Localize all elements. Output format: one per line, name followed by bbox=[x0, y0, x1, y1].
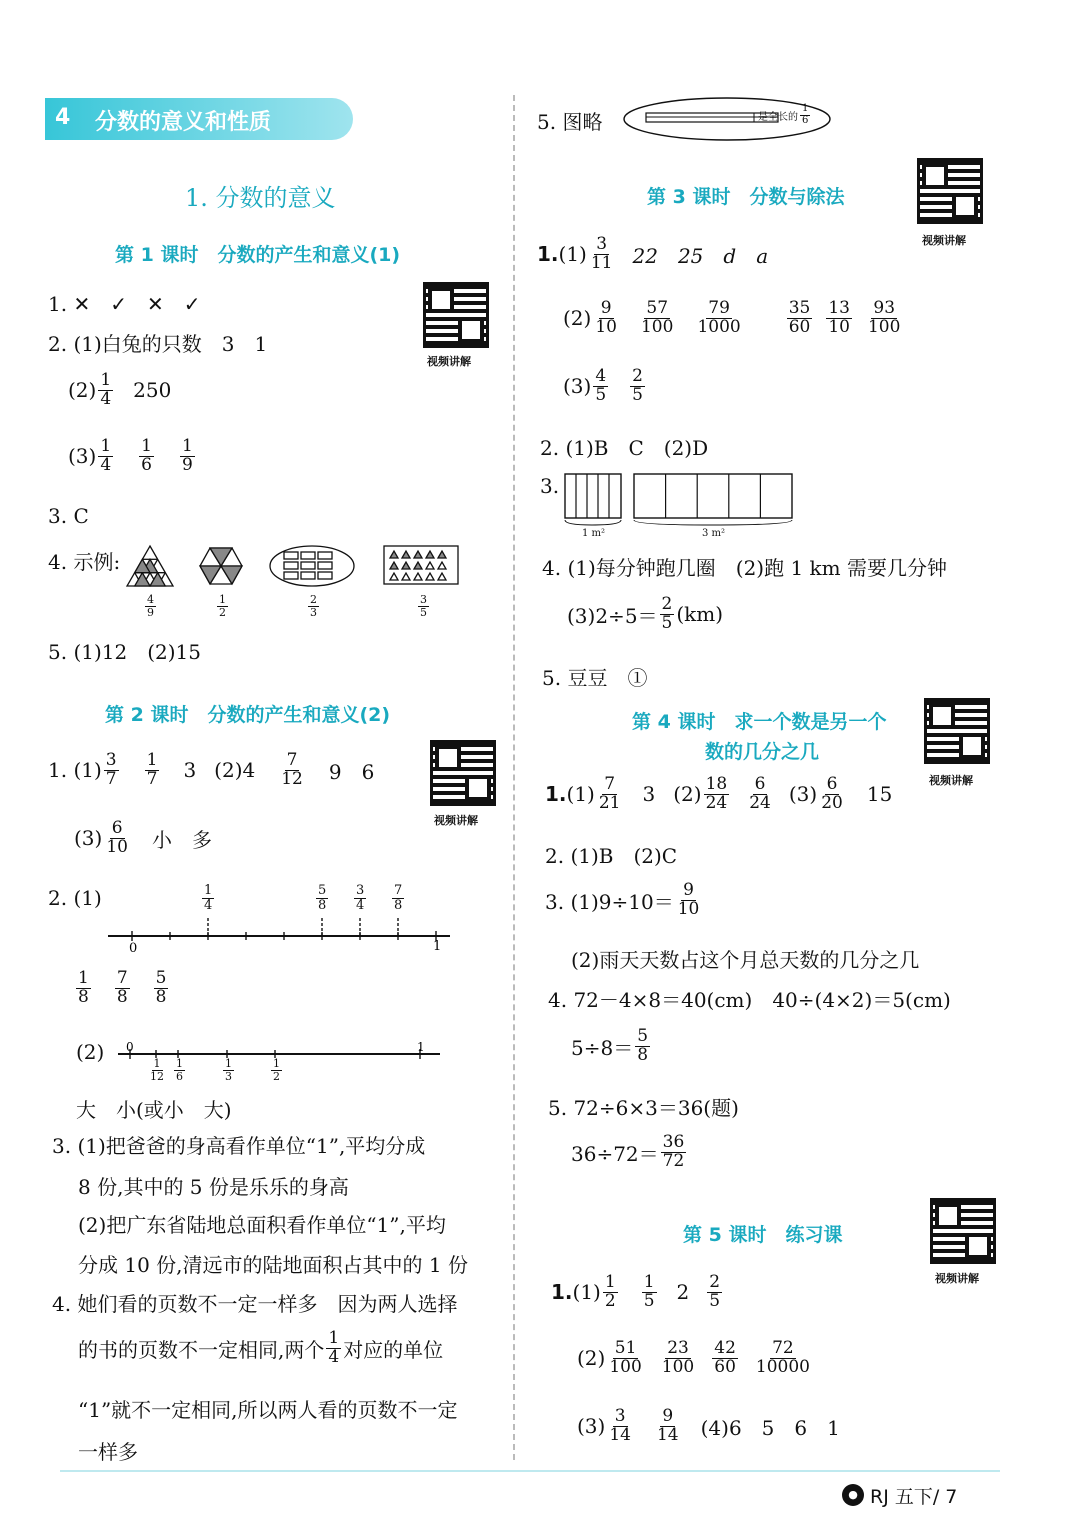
l2-q4-line3: “1”就不一定相同,所以两人看的页数不一定 bbox=[78, 1398, 458, 1422]
svg-text:1: 1 bbox=[433, 939, 442, 954]
r-q2: 2. (1)B C (2)D bbox=[540, 436, 709, 460]
l4-q1: 1. (1) $\frac{7}{21}$ 3 (2) $\frac{18}{24}$ $\frac{6}{24}$ (3) $\frac{6}{20}$ 15 bbox=[545, 774, 893, 813]
qr-code[interactable] bbox=[423, 282, 489, 348]
footer-line bbox=[60, 1470, 1000, 1472]
l2-q3-line4: 分成 10 份,清远市的陆地面积占其中的 1 份 bbox=[78, 1253, 468, 1277]
triangle-shape bbox=[127, 546, 173, 586]
qr-code[interactable] bbox=[930, 1198, 996, 1264]
svg-text:0: 0 bbox=[129, 941, 138, 956]
section-title: 1. 分数的意义 bbox=[185, 184, 336, 212]
r-q5: 5. 图略 bbox=[537, 110, 603, 134]
q2-part3: (3) $\frac{1}{4}$ $\frac{1}{6}$ $\frac{1}{9}$ bbox=[68, 436, 193, 475]
r-q3: 3. bbox=[540, 474, 560, 498]
l2-q4-line4: 一样多 bbox=[78, 1440, 138, 1464]
qr-label: 视频讲解 bbox=[434, 814, 478, 827]
r-q4-line1: 4. (1)每分钟跑几圈 (2)跑 1 km 需要几分钟 bbox=[542, 556, 947, 580]
l2-q3-line1: 3. (1)把爸爸的身高看作单位“1”,平均分成 bbox=[52, 1134, 426, 1158]
l4-q5-line2: 36÷72＝ $\frac{36}{72}$ bbox=[571, 1132, 685, 1171]
l2-q2-compare: 大 小(或小 大) bbox=[76, 1098, 232, 1122]
l4-q4-line1: 4. 72－4×8＝40(cm) 40÷(4×2)＝5(cm) bbox=[548, 988, 951, 1012]
unit-title: 分数的意义和性质 bbox=[95, 110, 272, 135]
l2-q1: 1. (1) $\frac{3}{7}$ $\frac{1}{7}$ 3 (2)4 $\frac{7}{12}$ 9 6 bbox=[48, 750, 375, 789]
qr-label: 视频讲解 bbox=[922, 234, 966, 247]
svg-text:1: 1 bbox=[417, 1040, 425, 1054]
qr-label: 视频讲解 bbox=[935, 1272, 979, 1285]
r-q5b: 5. 豆豆 ① bbox=[542, 666, 648, 690]
r-q1-2: (2) $\frac{9}{10}$ $\frac{57}{100}$ $\frac{79}{1000}$ $\frac{35}{60}$ $\frac{13}{10}$ $\frac{93}{100}$ bbox=[563, 298, 901, 337]
badge-icon: ● bbox=[842, 1484, 864, 1506]
l5-q1-2: (2) $\frac{51}{100}$ $\frac{23}{100}$ $\frac{42}{60}$ $\frac{72}{10000}$ bbox=[577, 1338, 810, 1377]
qr-code[interactable] bbox=[430, 740, 496, 806]
l2-q2-fracs: $\frac{1}{8}$ $\frac{7}{8}$ $\frac{5}{8}$ bbox=[78, 968, 167, 1007]
svg-text:0: 0 bbox=[126, 1040, 134, 1054]
lesson-4-title: 第 4 课时 求一个数是另一个 bbox=[632, 711, 887, 733]
lesson-2-title: 第 2 课时 分数的产生和意义(2) bbox=[105, 704, 391, 726]
unit-number: 4 bbox=[55, 105, 71, 130]
page-footer: RJ 五下/ 7 bbox=[870, 1486, 958, 1508]
r-q1-3: (3) $\frac{4}{5}$ $\frac{2}{5}$ bbox=[563, 366, 643, 405]
l4-q5-line1: 5. 72÷6×3＝36(题) bbox=[548, 1096, 739, 1120]
l4-q2: 2. (1)B (2)C bbox=[545, 844, 678, 868]
qr-label: 视频讲解 bbox=[427, 355, 471, 368]
q2-part2: (2) $\frac{1}{4}$ 250 bbox=[68, 370, 172, 409]
l5-q1-3: (3) $\frac{3}{14}$ $\frac{9}{14}$ (4)6 5 6 1 bbox=[577, 1406, 840, 1445]
r-q3-label2: 3 m² bbox=[702, 528, 726, 539]
unit-title-bar bbox=[45, 98, 353, 140]
r-q4-line2: (3)2÷5＝ $\frac{2}{5}$ (km) bbox=[567, 594, 724, 633]
l2-q2-label: 2. (1) bbox=[48, 886, 102, 910]
q3-answer: 3. C bbox=[48, 504, 89, 528]
qr-code[interactable] bbox=[917, 158, 983, 224]
l4-q3-line1: 3. (1)9÷10＝ $\frac{9}{10}$ bbox=[545, 880, 700, 919]
q5-answer: 5. (1)12 (2)15 bbox=[48, 640, 201, 664]
l2-q1-part3: (3) $\frac{6}{10}$ 小 多 bbox=[74, 818, 212, 857]
l2-q4-line1: 4. 她们看的页数不一定一样多 因为两人选择 bbox=[52, 1292, 458, 1316]
lesson-5-title: 第 5 课时 练习课 bbox=[683, 1224, 843, 1246]
q5-note: 是全长的 $\frac{1}{6}$ bbox=[758, 103, 809, 126]
r-q1-1: 1. (1) $\frac{3}{11}$ 22 25 d a bbox=[537, 234, 769, 273]
oval-shape bbox=[270, 546, 354, 586]
l2-q3-line2: 8 份,其中的 5 份是乐乐的身高 bbox=[78, 1175, 349, 1199]
rectangle-shape bbox=[384, 546, 458, 584]
q2-part1: 2. (1)白兔的只数 3 1 bbox=[48, 332, 268, 356]
l4-q4-line2: 5÷8＝ $\frac{5}{8}$ bbox=[571, 1026, 649, 1065]
qr-label: 视频讲解 bbox=[929, 774, 973, 787]
lesson-4-title-2: 数的几分之几 bbox=[705, 741, 820, 763]
l2-q2-part2-label: (2) bbox=[76, 1040, 105, 1064]
column-divider bbox=[513, 95, 515, 1460]
l2-q4-line2: 的书的页数不一定相同,两个 $\frac{1}{4}$ 对应的单位 bbox=[78, 1328, 444, 1367]
hexagon-shape bbox=[200, 548, 242, 584]
l2-q3-line3: (2)把广东省陆地总面积看作单位“1”,平均 bbox=[78, 1213, 446, 1237]
l5-q1-1: 1. (1) $\frac{1}{2}$ $\frac{1}{5}$ 2 $\frac{2}{5}$ bbox=[551, 1272, 721, 1311]
l4-q3-line2: (2)雨天天数占这个月总天数的几分之几 bbox=[571, 948, 920, 972]
lesson-1-title: 第 1 课时 分数的产生和意义(1) bbox=[115, 244, 401, 266]
q4-answer: 4. 示例: bbox=[48, 550, 121, 574]
q1-answer: 1. ✕ ✓ ✕ ✓ bbox=[48, 292, 201, 316]
qr-code[interactable] bbox=[924, 698, 990, 764]
lesson-3-title: 第 3 课时 分数与除法 bbox=[647, 186, 845, 208]
r-q3-label1: 1 m² bbox=[582, 528, 606, 539]
